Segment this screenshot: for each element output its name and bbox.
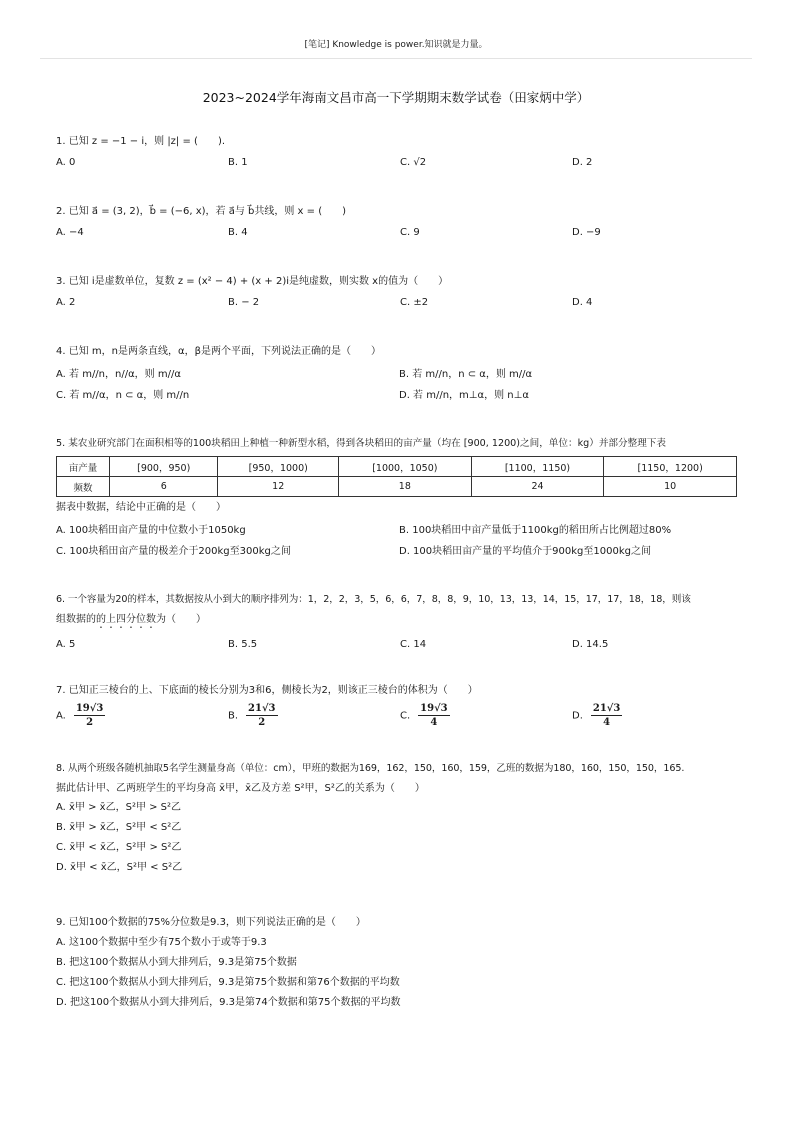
table-header-cell: [1150，1200) [604, 457, 737, 477]
option-letter: B. [228, 710, 239, 722]
option-letter: C. [400, 710, 411, 722]
question-2-option-d: D. −9 [572, 227, 601, 238]
question-1-option-d: D. 2 [572, 157, 593, 168]
question-3-option-d: D. 4 [572, 297, 593, 308]
question-5 [56, 437, 746, 562]
question-7 [56, 684, 746, 729]
table-cell: 6 [110, 477, 218, 497]
question-4-option-d: D. 若 m//n，m⊥α，则 n⊥α [399, 390, 529, 401]
question-5-stem: 5. 某农业研究部门在面积相等的100块稻田上种植一种新型水稻，得到各块稻田的亩产量（均在 [900, 1200)之间，单位：kg）并部分整理下表 [56, 438, 666, 449]
question-4-option-a: A. 若 m//n，n//α，则 m//α [56, 369, 181, 380]
question-9-option-c: C. 把这100个数据从小到大排列后，9.3是第75个数据和第76个数据的平均数 [56, 977, 400, 988]
question-3-option-c: C. ±2 [400, 297, 429, 308]
question-1 [56, 135, 746, 168]
question-5-prompt: 据表中数据，结论中正确的是（ ） [56, 502, 226, 513]
question-5-option-d: D. 100块稻田亩产量的平均值介于900kg至1000kg之间 [399, 546, 651, 557]
question-2-option-b: B. 4 [228, 227, 248, 238]
header-divider [40, 58, 752, 59]
fraction-denominator: 4 [430, 717, 438, 728]
table-row-label: 频数 [57, 477, 110, 497]
table-header-cell: [950，1000) [218, 457, 339, 477]
question-6-option-c: C. 14 [400, 639, 427, 650]
fraction-numerator: 21√3 [592, 703, 621, 714]
question-9-option-b: B. 把这100个数据从小到大排列后，9.3是第75个数据 [56, 957, 297, 968]
question-7-option-a [56, 702, 228, 729]
question-8-option-b: B. x̄甲 > x̄乙，S²甲 < S²乙 [56, 822, 182, 833]
question-4 [56, 345, 746, 406]
question-6-option-a: A. 5 [56, 639, 76, 650]
fraction [74, 702, 105, 729]
question-1-option-c: C. √2 [400, 157, 427, 168]
question-6-stem-line-1: 6. 一个容量为20的样本，其数据按从小到大的顺序排列为：1，2，2，3，5，6，6，7，8，8，9，10，13，13，14，15，17，17，18，18，则该 [56, 594, 691, 605]
fraction-denominator: 2 [86, 717, 94, 728]
page-title: 2023~2024学年海南文昌市高一下学期期末数学试卷（田家炳中学） [202, 90, 590, 105]
question-3-stem: 3. 已知 i是虚数单位，复数 z = (x² − 4) + (x + 2)i是纯虚数，则实数 x的值为（ ） [56, 276, 449, 287]
question-7-stem: 7. 已知正三棱台的上、下底面的棱长分别为3和6，侧棱长为2，则该正三棱台的体积为（ ） [56, 685, 478, 696]
question-1-option-a: A. 0 [56, 157, 76, 168]
question-6-stem-suffix: 为（ ） [156, 614, 206, 625]
table-row [57, 477, 737, 497]
question-8 [56, 762, 746, 878]
question-5-option-c: C. 100块稻田亩产量的极差介于200kg至300kg之间 [56, 546, 291, 557]
question-2-option-a: A. −4 [56, 227, 84, 238]
question-2 [56, 205, 746, 238]
table-header-cell: [1000，1050) [339, 457, 472, 477]
question-7-option-d [572, 702, 744, 729]
question-1-stem: 1. 已知 z = −1 − i，则 |z| = ( ). [56, 136, 226, 147]
question-6-option-b: B. 5.5 [228, 639, 258, 650]
question-9-option-a: A. 这100个数据中至少有75个数小于或等于9.3 [56, 937, 267, 948]
table-cell: 24 [471, 477, 604, 497]
question-3-option-a: A. 2 [56, 297, 76, 308]
table-cell: 10 [604, 477, 737, 497]
fraction-denominator: 4 [603, 717, 611, 728]
question-2-option-c: C. 9 [400, 227, 420, 238]
fraction [418, 702, 449, 729]
table-row [57, 457, 737, 477]
table-header-cell: [1100，1150) [471, 457, 604, 477]
question-7-option-b [228, 702, 400, 729]
fraction-numerator: 19√3 [420, 703, 448, 714]
question-5-option-a: A. 100块稻田亩产量的中位数小于1050kg [56, 525, 246, 536]
question-2-stem: 2. 已知 a⃗ = (3, 2)，b⃗ = (−6, x)，若 a⃗与 b⃗共线，则 x = ( ) [56, 206, 347, 217]
option-letter: D. [572, 710, 583, 722]
question-7-option-c [400, 702, 572, 729]
question-9-option-d: D. 把这100个数据从小到大排列后，9.3是第74个数据和第75个数据的平均数 [56, 997, 401, 1008]
fraction [246, 702, 277, 729]
fraction [591, 702, 622, 729]
table-header-cell: [900，950) [110, 457, 218, 477]
fraction-numerator: 19√3 [75, 703, 104, 714]
question-6-stem-line-2 [56, 613, 746, 631]
question-6 [56, 593, 746, 650]
question-4-stem: 4. 已知 m，n是两条直线，α，β是两个平面，下列说法正确的是（ ） [56, 346, 381, 357]
table-cell: 18 [339, 477, 472, 497]
question-9-stem: 9. 已知100个数据的75%分位数是9.3，则下列说法正确的是（ ） [56, 917, 366, 928]
question-9 [56, 916, 746, 1013]
question-8-option-c: C. x̄甲 < x̄乙，S²甲 > S²乙 [56, 842, 182, 853]
question-4-option-c: C. 若 m//α，n ⊂ α，则 m//n [56, 390, 190, 401]
question-3 [56, 275, 746, 308]
question-8-option-a: A. x̄甲 > x̄乙，S²甲 > S²乙 [56, 802, 182, 813]
question-3-option-b: B. − 2 [228, 297, 260, 308]
fraction-numerator: 21√3 [248, 703, 276, 714]
question-6-stem-prefix: 组数据的 [56, 614, 96, 625]
table-cell: 12 [218, 477, 339, 497]
question-6-emphasis: 的上四分位数 [96, 614, 156, 625]
question-6-option-d: D. 14.5 [572, 639, 609, 650]
question-8-stem-line-2: 据此估计甲、乙两班学生的平均身高 x̄甲，x̄乙及方差 S²甲，S²乙的关系为（ ） [56, 783, 425, 794]
question-5-option-b: B. 100块稻田中亩产量低于1100kg的稻田所占比例超过80% [399, 525, 672, 536]
fraction-denominator: 2 [258, 717, 266, 728]
option-letter: A. [56, 710, 66, 722]
yield-frequency-table [56, 456, 737, 497]
question-1-option-b: B. 1 [228, 157, 248, 168]
question-4-option-b: B. 若 m//n，n ⊂ α，则 m//α [399, 369, 533, 380]
question-8-option-d: D. x̄甲 < x̄乙，S²甲 < S²乙 [56, 862, 183, 873]
table-header-cell: 亩产量 [57, 457, 110, 477]
question-8-stem-line-1: 8. 从两个班级各随机抽取5名学生测量身高（单位：cm），甲班的数据为169，162，150，160，159，乙班的数据为180，160，150，150，165. [56, 763, 685, 774]
header-note: [笔记] Knowledge is power.知识就是力量。 [304, 40, 488, 50]
